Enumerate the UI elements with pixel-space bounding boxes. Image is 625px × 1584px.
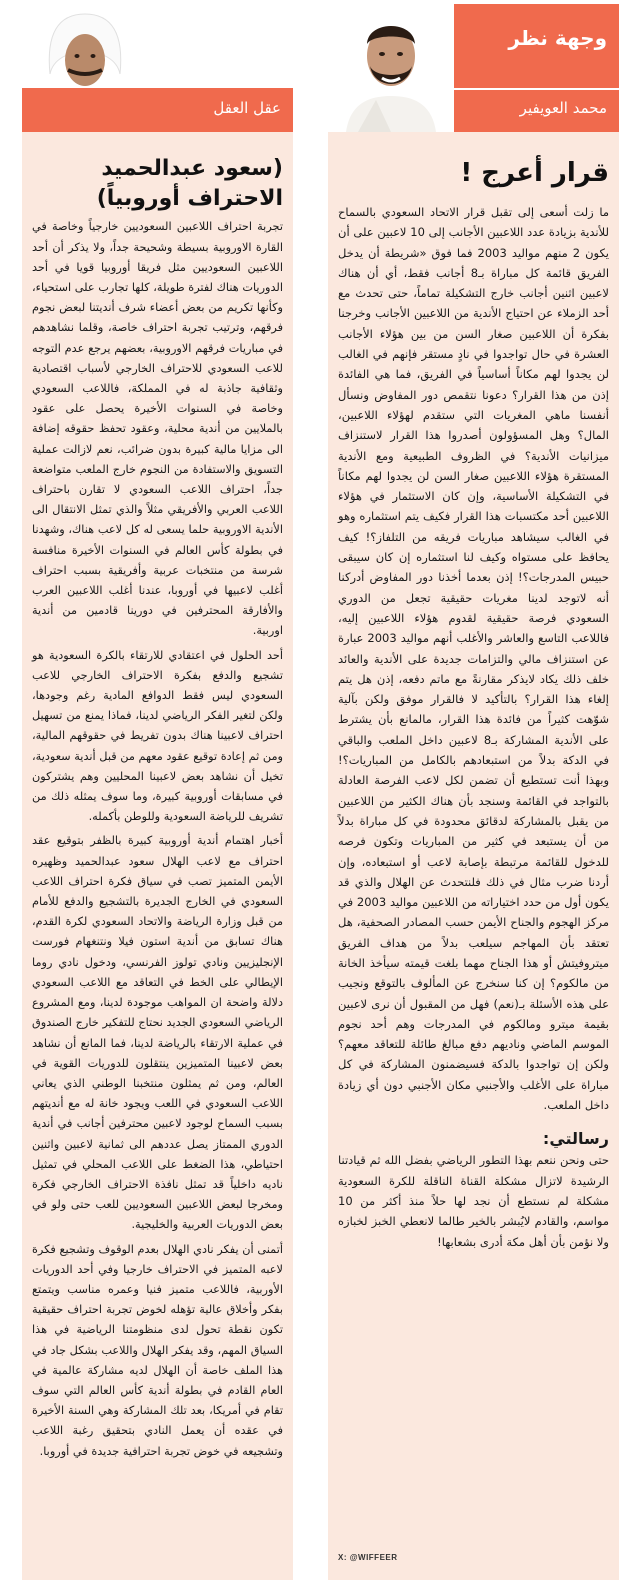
article-body	[328, 132, 619, 1252]
article-paragraph: أحد الحلول في اعتقادي للارتقاء بالكرة السعودية هو تشجيع والدفع بفكرة الاحتراف الخارجي للاعب السعودي ليس فقط الدوافع المادية رغم وجودها، ولكن لتغير الفكر الرياضي لدينا، فماذا يمنع من تسهيل احتراف لاعبينا هناك بدون تفريط في حقوقهم المالية، ومن ثم إعادة توقيع عقود معهم من قبل أندية سعودية، تخيل أن نشاهد بعض لاعبينا المحليين وهم يشتركون في مسابقات أوروبية كبيرة، وما سوف يمثله ذلك من تشريف للرياضة السعودية وللوطن بأكمله.	[32, 648, 283, 824]
article-paragraph: تجربة احتراف اللاعبين السعوديين خارجياً وخاصة في القارة الاوروبية بسيطة وشحيحة جداً، ولا يذكر أن أحد اللاعبين السعوديين مثل فريقا أوروبيا قويا في أحد الدوريات هناك لفترة طويلة، كلها تجارب على استحياء، وكأنها تكريم من بعض أعضاء شرف أنديتنا لبعض نجوم فرقهم، وترتيب تجربة احتراف خاصة، وقلما نشاهدهم في مباريات فرقهم الاوروبية، بعضهم يرجع عدم التوجه للاعب السعودي للاحتراف الخارجي لأسباب اقتصادية وثقافية جاذبة له في المملكة، فاللاعب السعودي وخاصة في السنوات الأخيرة يحصل على عقود بالملايين من أندية محلية، وعقود تحفظ حقوقه إضافة الى مزايا مالية كبيرة بدون ضرائب، نعم لازالت عملية التسويق والاستفادة من النجوم خارج الملعب متواضعة جداً، احتراف اللاعب السعودي لا تقارن باحتراف اللاعب العربي والأفريقي مثلاً والذي تمثل الانتقال الى الأندية الاوروبية حلما يسعى له كل لاعب هناك، وشهدنا في بطولة كأس العالم في السنوات الأخيرة منافسة شرسة من منتخبات عربية وأفريقية بسبب احتراف أغلب لاعبيها في أوروبا، عندنا أغلب اللاعبين العرب والأفارقة المحترفين في دورينا قادمين من أندية اوربية.	[32, 220, 283, 638]
author-photo	[328, 4, 454, 132]
opinion-column-right	[328, 4, 619, 1580]
closing-paragraph: حتى ونحن ننعم بهذا التطور الرياضي بفضل الله ثم قيادتنا الرشيدة لاتزال مشكلة القناة الناقلة للكرة السعودية مشكلة لم نستطع أن نجد لها حلاً منذ أكثر من 10 مواسم، والقادم لايُبشر بالخير طالما لانعطي الخبز لخبازه ولا نؤمن بأن أهل مكة أدرى بشعابها!	[338, 1153, 609, 1249]
opinion-column-left	[22, 4, 293, 1580]
article-body	[22, 132, 293, 1462]
author-handle: X: @WIFFEER	[338, 1553, 398, 1562]
article-title-line1: (سعود عبدالحميد	[101, 156, 283, 181]
article-title-line2: الاحتراف أوروبياً)	[96, 185, 283, 211]
section-title: وجهة نظر	[508, 26, 607, 50]
author-portrait-icon	[328, 4, 454, 132]
article-title	[32, 154, 283, 213]
article-paragraph: أخبار اهتمام أندية أوروبية كبيرة بالظفر بتوقيع عقد احتراف مع لاعب الهلال سعود عبدالحميد وظهيره الأيمن المتميز تصب في سياق فكرة احتراف اللاعب السعودي في الخارج الجديرة بالتشجيع والدفع للأمام من قبل وزارة الرياضة والاتحاد السعودي لكرة القدم، هناك تسابق من أندية استون فيلا ونتنغهام فورست الإنجليزيين ونادي تولوز الفرنسي، ودخول نادي روما الإيطالي على الخط في التعاقد مع اللاعب السعودي دلالة واضحة ان المواهب موجودة لدينا، ومع المشروع الرياضي السعودي الجديد نحتاج للتفكير خارج الصندوق في عملية الارتقاء بالرياضة لدينا، فما المانع أن نشاهد بعض لاعبينا المتميزين ينتقلون للدوريات القوية في العالم، ومن ثم يمثلون منتخبنا الوطني الذي يعاني اللاعب السعودي في اللعب ويجود خانة له مع أنديتهم بسبب السماح لوجود لاعبين محترفين أجانب في أندية الدوري الممتاز يصل عددهم الى ثمانية لاعبين واثنين احتياطي، هذا الضغط على اللاعب المحلي في تمثيل ناديه داخلياً قد تمثل نافذة الاحتراف الخارجي فكرة ومخرجا لبعض اللاعبين السعوديين للعب حتى ولو في بعض الدوريات العربية والخليجية.	[32, 834, 283, 1232]
article-paragraph: ما زلت أسعى إلى تقبل قرار الاتحاد السعودي بالسماح للأندية بزيادة عدد اللاعبين الأجانب إلى 10 لاعبين على أن يكون 2 منهم مواليد 2003 فما فوق «شريطة أن يدخل الفريق قائمة كل مباراة بـ8 أجانب فقط، أي أن هناك لاعبين اثنين أجانب خارج التشكيلة تماماً، حتى تحدث مع أحد الزملاء عن احتياج الأندية من اللاعبين الأجانب وخرجنا بفكرة أن اللاعبين صغار السن من بين هؤلاء الأجانب العشرة في حال تواجدوا في نادٍ مستقر فإنهم في الغالب لن يجدوا لهم مكاناً أساسياً في الفريق، فما هي الفائدة إذن من هذا القرار؟ دعونا نتقمص دور المفاوض ونسأل أنفسنا ماهي المغريات التي ستقدم لهؤلاء اللاعبين، المال؟ وهل المسؤولون أصدروا هذا القرار لاستنزاف ميزانيات الأندية؟ في الظروف الطبيعية ومع الأندية المستقرة هؤلاء اللاعبين صغار السن لن يجدوا لهم مكاناً في التشكيلة الأساسية، وإن كان الاستثمار في هؤلاء اللاعبين أحد مكتسبات هذا القرار فكيف يتم استثماره وهو في الغالب سيشاهد مباريات فريقه من التلفاز؟! كيف يحافظ على مستواه وكيف لنا استثماره إن كان سيبقى حبيس المدرجات؟! إذن بعدما أخذنا دور المفاوض أدركنا أنه لاتوجد لدينا مغريات حقيقية تجعل من الدوري السعودي فرصة حقيقية لقدوم هؤلاء اللاعبين إليه، فاللاعب التاسع والعاشر والأغلب أنهم مواليد 2003 عبارة عن استنزاف مالي والتزامات جديدة على الأندية والعائد خلف ذلك يكاد لايذكر مقارنةً مع ماتم دفعه، إذن هل يتم إلغاء هذا القرار؟ بالتأكيد لا فالقرار موفق ولكن بآلية شوّهت كثيراً من فائدة هذا القرار، مالمانع بأن يشترط على الأندية المشاركة بـ8 لاعبين داخل الملعب والباقي في الدكة بدلاً من استبعادهم بالكامل من المباريات؟! وبهذا أنت تستطيع أن تضمن لكل لاعب الفرصة العادلة بالتواجد في القائمة وسنجد بأن هناك الكثير من اللاعبين من يقبل بالمشاركة لدقائق محدودة في كل مباراة بدلاً من أن يستبعد في كثير من المباريات وتكون فرصه للدخول للقائمة مرتبطة بإصابة لاعب أو استبعاده، وإن أردنا ضرب مثال في ذلك فلنتحدث عن الهلال والذي قد يكون أول من حدد اختياراته من اللاعبين مواليد 2003 في مركز الهجوم والجناح الأيمن حسب المصادر الصحفية، هل تعتقد بأن المهاجم سيلعب بدلاً من هداف الفريق ميتروفيتش أو هذا الجناح مهما بلغت قيمته سيأخذ الخانة من مالكوم؟ إن كنا سنخرج عن المألوف بالتوقع ونجيب على هذه الأسئلة بـ(نعم) فهل من المقبول أن نرى لاعبين بقيمة ميترو ومالكوم في المدرجات وهم أحد نجوم الموسم الماضي وناديهم دفع مبالغ طائلة للتعاقد معهم؟ ولكن إن تواجدوا بالدكة فسيضمنون المشاركة في كل مباراة على الأغلب والأجنبي مكان الأجنبي دون أي زيادة داخل الملعب.	[338, 205, 610, 1113]
header-divider	[454, 88, 619, 90]
column-header	[328, 4, 619, 132]
author-name: محمد العويفير	[519, 99, 607, 117]
column-header	[22, 4, 293, 132]
subheading: رسالتي:	[542, 1129, 609, 1149]
article-paragraph: أتمنى أن يفكر نادي الهلال بعدم الوقوف وتشجيع فكرة لاعبه المتميز في الاحتراف خارجيا وفي أحد الدوريات الأوربية، فاللاعب متميز فنيا وعمره مناسب ويتمتع بفكر وأخلاق عالية تؤهله لخوض تجربة احتراف حقيقية تكون نقطة تحول لدى منظومتنا الرياضية في هذا السياق المهم، وقد يفكر الهلال واللاعب بشكل جاد في هذا الملف خاصة أن الهلال لديه مشاركة عالمية في العام القادم في بطولة أندية كأس العالم التي سوف تقام في أمريكا، بعد تلك المشاركة وهي السنة الأخيرة في عقده أن يعمل النادي بتحقيق رغبة اللاعب وتشجيعه في خوض تجربة احترافية جديدة في أوروبا.	[32, 1242, 283, 1458]
author-name: عقل العقل	[213, 99, 281, 117]
header-blank	[148, 4, 293, 88]
article-title: قرار أعرج !	[460, 158, 609, 188]
